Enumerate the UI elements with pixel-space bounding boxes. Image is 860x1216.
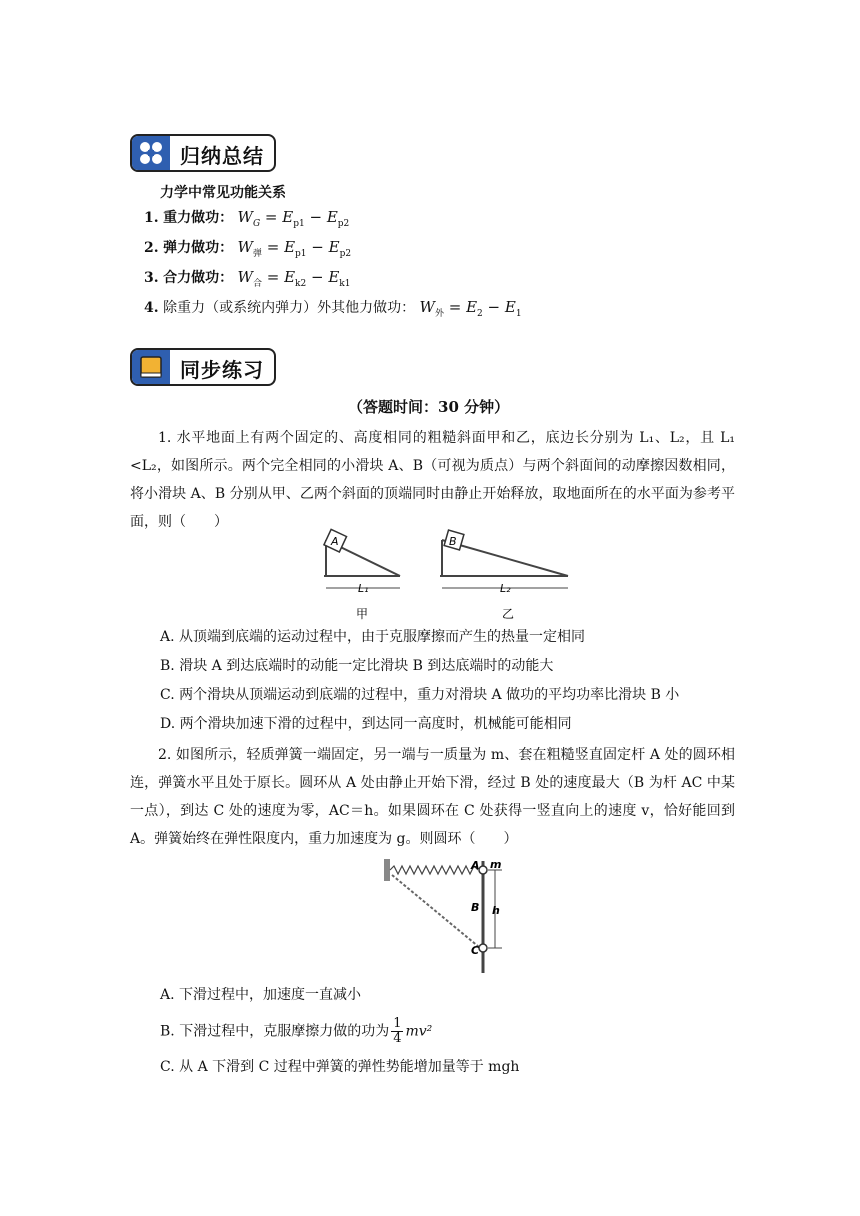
formula-2: $W_弹 = E_{p1} - E_{p2}$ — [237, 238, 352, 259]
summary-header — [130, 134, 276, 172]
formula-1: $W_G = E_{p1} - E_{p2}$ — [237, 208, 350, 229]
summary-item-3: 3. 合力做功： $W_合 = E_{k2} - E_{k1}$ — [144, 268, 351, 289]
grid-icon — [132, 136, 170, 170]
summary-item-1: 1. 重力做功： $W_G = E_{p1} - E_{p2}$ — [144, 208, 350, 229]
svg-text:L₂: L₂ — [500, 582, 511, 595]
summary-subtitle: 力学中常见功能关系 — [160, 185, 286, 201]
q1-text: 1. 水平地面上有两个固定的、高度相同的粗糙斜面甲和乙，底边长分别为 L₁、L₂，且 L₁ <L₂，如图所示。两个完全相同的小滑块 A、B（可视为质点）与两个斜面间的动摩擦因数相同，将小滑块 A、B 分别从甲、乙两个斜面的顶端同时由静止开始释放，取地面所在的水平面为参考平面，则（ ） — [130, 430, 735, 530]
formula-3: $W_合 = E_{k2} - E_{k1}$ — [237, 268, 351, 289]
q1-option-b[interactable]: B. 滑块 A 到达底端时的动能一定比滑块 B 到达底端时的动能大 — [160, 658, 554, 674]
q1-option-d[interactable]: D. 两个滑块加速下滑的过程中，到达同一高度时，机械能可能相同 — [160, 716, 572, 732]
q2-figure — [380, 855, 510, 977]
q2-option-b[interactable]: B. 下滑过程中，克服摩擦力做的功为 $\frac{1}{4}$ mv² — [160, 1016, 433, 1046]
summary-item-2: 2. 弹力做功： $W_弹 = E_{p1} - E_{p2}$ — [144, 238, 352, 259]
summary-heading: 归纳总结 — [180, 144, 264, 168]
svg-text:A: A — [331, 535, 339, 548]
svg-text:m: m — [490, 858, 502, 871]
svg-text:B: B — [449, 535, 457, 548]
q2-option-a[interactable]: A. 下滑过程中，加速度一直减小 — [160, 987, 362, 1003]
book-icon — [132, 350, 170, 384]
svg-text:A: A — [471, 859, 480, 872]
q1-option-c[interactable]: C. 两个滑块从顶端运动到底端的过程中，重力对滑块 A 做功的平均功率比滑块 B 小 — [160, 687, 680, 703]
svg-text:L₁: L₁ — [358, 582, 369, 595]
time-note: （答题时间：30 分钟） — [348, 398, 510, 416]
svg-text:甲: 甲 — [356, 607, 369, 621]
summary-item-4: 4. 除重力（或系统内弹力）外其他力做功： $W_外 = E_2 - E_1$ — [144, 298, 522, 319]
svg-text:C: C — [471, 944, 480, 957]
q1-figure — [318, 528, 578, 624]
practice-heading: 同步练习 — [180, 358, 264, 382]
q2-text: 2. 如图所示，轻质弹簧一端固定，另一端与一质量为 m、套在粗糙竖直固定杆 A 处的圆环相连，弹簧水平且处于原长。圆环从 A 处由静止开始下滑，经过 B 处的速度最大（B 为杆 AC 中某一点），到达 C 处的速度为零，AC＝h。如果圆环在 C 处获得一竖直向上的速度 v，恰好能回到 A。弹簧始终在弹性限度内，重力加速度为 g。则圆环（ ） — [130, 747, 735, 847]
formula-4: $W_外 = E_2 - E_1$ — [419, 298, 522, 319]
svg-text:乙: 乙 — [502, 607, 515, 621]
q2-option-c[interactable]: C. 从 A 下滑到 C 过程中弹簧的弹性势能增加量等于 mgh — [160, 1059, 520, 1075]
practice-header — [130, 348, 276, 386]
q1-option-a[interactable]: A. 从顶端到底端的运动过程中，由于克服摩擦而产生的热量一定相同 — [160, 629, 586, 645]
svg-text:B: B — [471, 901, 480, 914]
svg-text:h: h — [492, 904, 500, 917]
